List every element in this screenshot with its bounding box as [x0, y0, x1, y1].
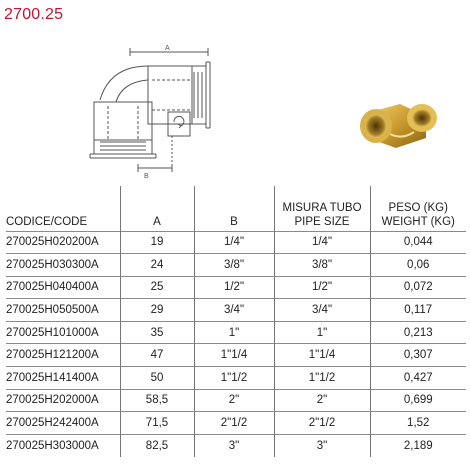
cell-a: 50: [120, 367, 194, 390]
cell-code: 270025H040400A: [6, 276, 120, 299]
cell-weight: 0,427: [370, 367, 466, 390]
cell-b: 1/4": [194, 231, 274, 254]
header-b: B: [194, 186, 274, 231]
table-row: [6, 231, 466, 254]
header-pipe-size-line1: MISURA TUBO: [282, 201, 362, 214]
cell-b: 3/8": [194, 254, 274, 277]
cell-pipe-size: 1/4": [274, 231, 370, 254]
cell-b: 3/4": [194, 299, 274, 322]
dimension-b-label: B: [144, 173, 149, 180]
cell-pipe-size: 3/8": [274, 254, 370, 277]
cell-weight: 0,06: [370, 254, 466, 277]
table-row: [6, 412, 466, 435]
header-weight-line2: WEIGHT (KG): [381, 215, 455, 228]
cell-a: 24: [120, 254, 194, 277]
cell-pipe-size: 3": [274, 434, 370, 457]
cell-a: 29: [120, 299, 194, 322]
cell-code: 270025H141400A: [6, 367, 120, 390]
cell-weight: 0,117: [370, 299, 466, 322]
cell-b: 1/2": [194, 276, 274, 299]
cell-b: 1": [194, 321, 274, 344]
cell-b: 3": [194, 434, 274, 457]
specification-table: [6, 186, 466, 457]
table-row: [6, 276, 466, 299]
header-weight: [370, 186, 466, 231]
cell-a: 47: [120, 344, 194, 367]
cell-b: 2"1/2: [194, 412, 274, 435]
table-row: [6, 299, 466, 322]
cell-code: 270025H303000A: [6, 434, 120, 457]
elbow-product-photo: [356, 94, 442, 156]
product-code: 2700.25: [4, 6, 64, 23]
table-row: [6, 367, 466, 390]
cell-code: 270025H020200A: [6, 231, 120, 254]
cell-code: 270025H101000A: [6, 321, 120, 344]
cell-pipe-size: 3/4": [274, 299, 370, 322]
table-header-row: [6, 186, 466, 231]
cell-pipe-size: 1"1/4: [274, 344, 370, 367]
cell-weight: 0,044: [370, 231, 466, 254]
cell-a: 82,5: [120, 434, 194, 457]
cell-a: 71,5: [120, 412, 194, 435]
cell-weight: 0,213: [370, 321, 466, 344]
cell-pipe-size: 1"1/2: [274, 367, 370, 390]
cell-pipe-size: 1/2": [274, 276, 370, 299]
cell-code: 270025H050500A: [6, 299, 120, 322]
cell-b: 1"1/4: [194, 344, 274, 367]
elbow-technical-drawing: [60, 40, 230, 188]
dimension-a-label: A: [165, 45, 170, 52]
cell-weight: 0,307: [370, 344, 466, 367]
header-pipe-size-line2: PIPE SIZE: [294, 215, 350, 228]
header-pipe-size: [274, 186, 370, 231]
cell-a: 19: [120, 231, 194, 254]
cell-code: 270025H242400A: [6, 412, 120, 435]
table-row: [6, 321, 466, 344]
table-row: [6, 344, 466, 367]
cell-weight: 1,52: [370, 412, 466, 435]
table-row: [6, 389, 466, 412]
cell-b: 2": [194, 389, 274, 412]
cell-a: 35: [120, 321, 194, 344]
cell-pipe-size: 2"1/2: [274, 412, 370, 435]
table-row: [6, 434, 466, 457]
cell-pipe-size: 2": [274, 389, 370, 412]
cell-code: 270025H030300A: [6, 254, 120, 277]
cell-weight: 2,189: [370, 434, 466, 457]
header-weight-line1: PESO (KG): [388, 201, 448, 214]
table-row: [6, 254, 466, 277]
cell-b: 1"1/2: [194, 367, 274, 390]
cell-a: 58,5: [120, 389, 194, 412]
header-code: CODICE/CODE: [6, 215, 88, 228]
header-a: A: [120, 186, 194, 231]
cell-pipe-size: 1": [274, 321, 370, 344]
cell-weight: 0,072: [370, 276, 466, 299]
cell-weight: 0,699: [370, 389, 466, 412]
cell-code: 270025H202000A: [6, 389, 120, 412]
cell-a: 25: [120, 276, 194, 299]
cell-code: 270025H121200A: [6, 344, 120, 367]
